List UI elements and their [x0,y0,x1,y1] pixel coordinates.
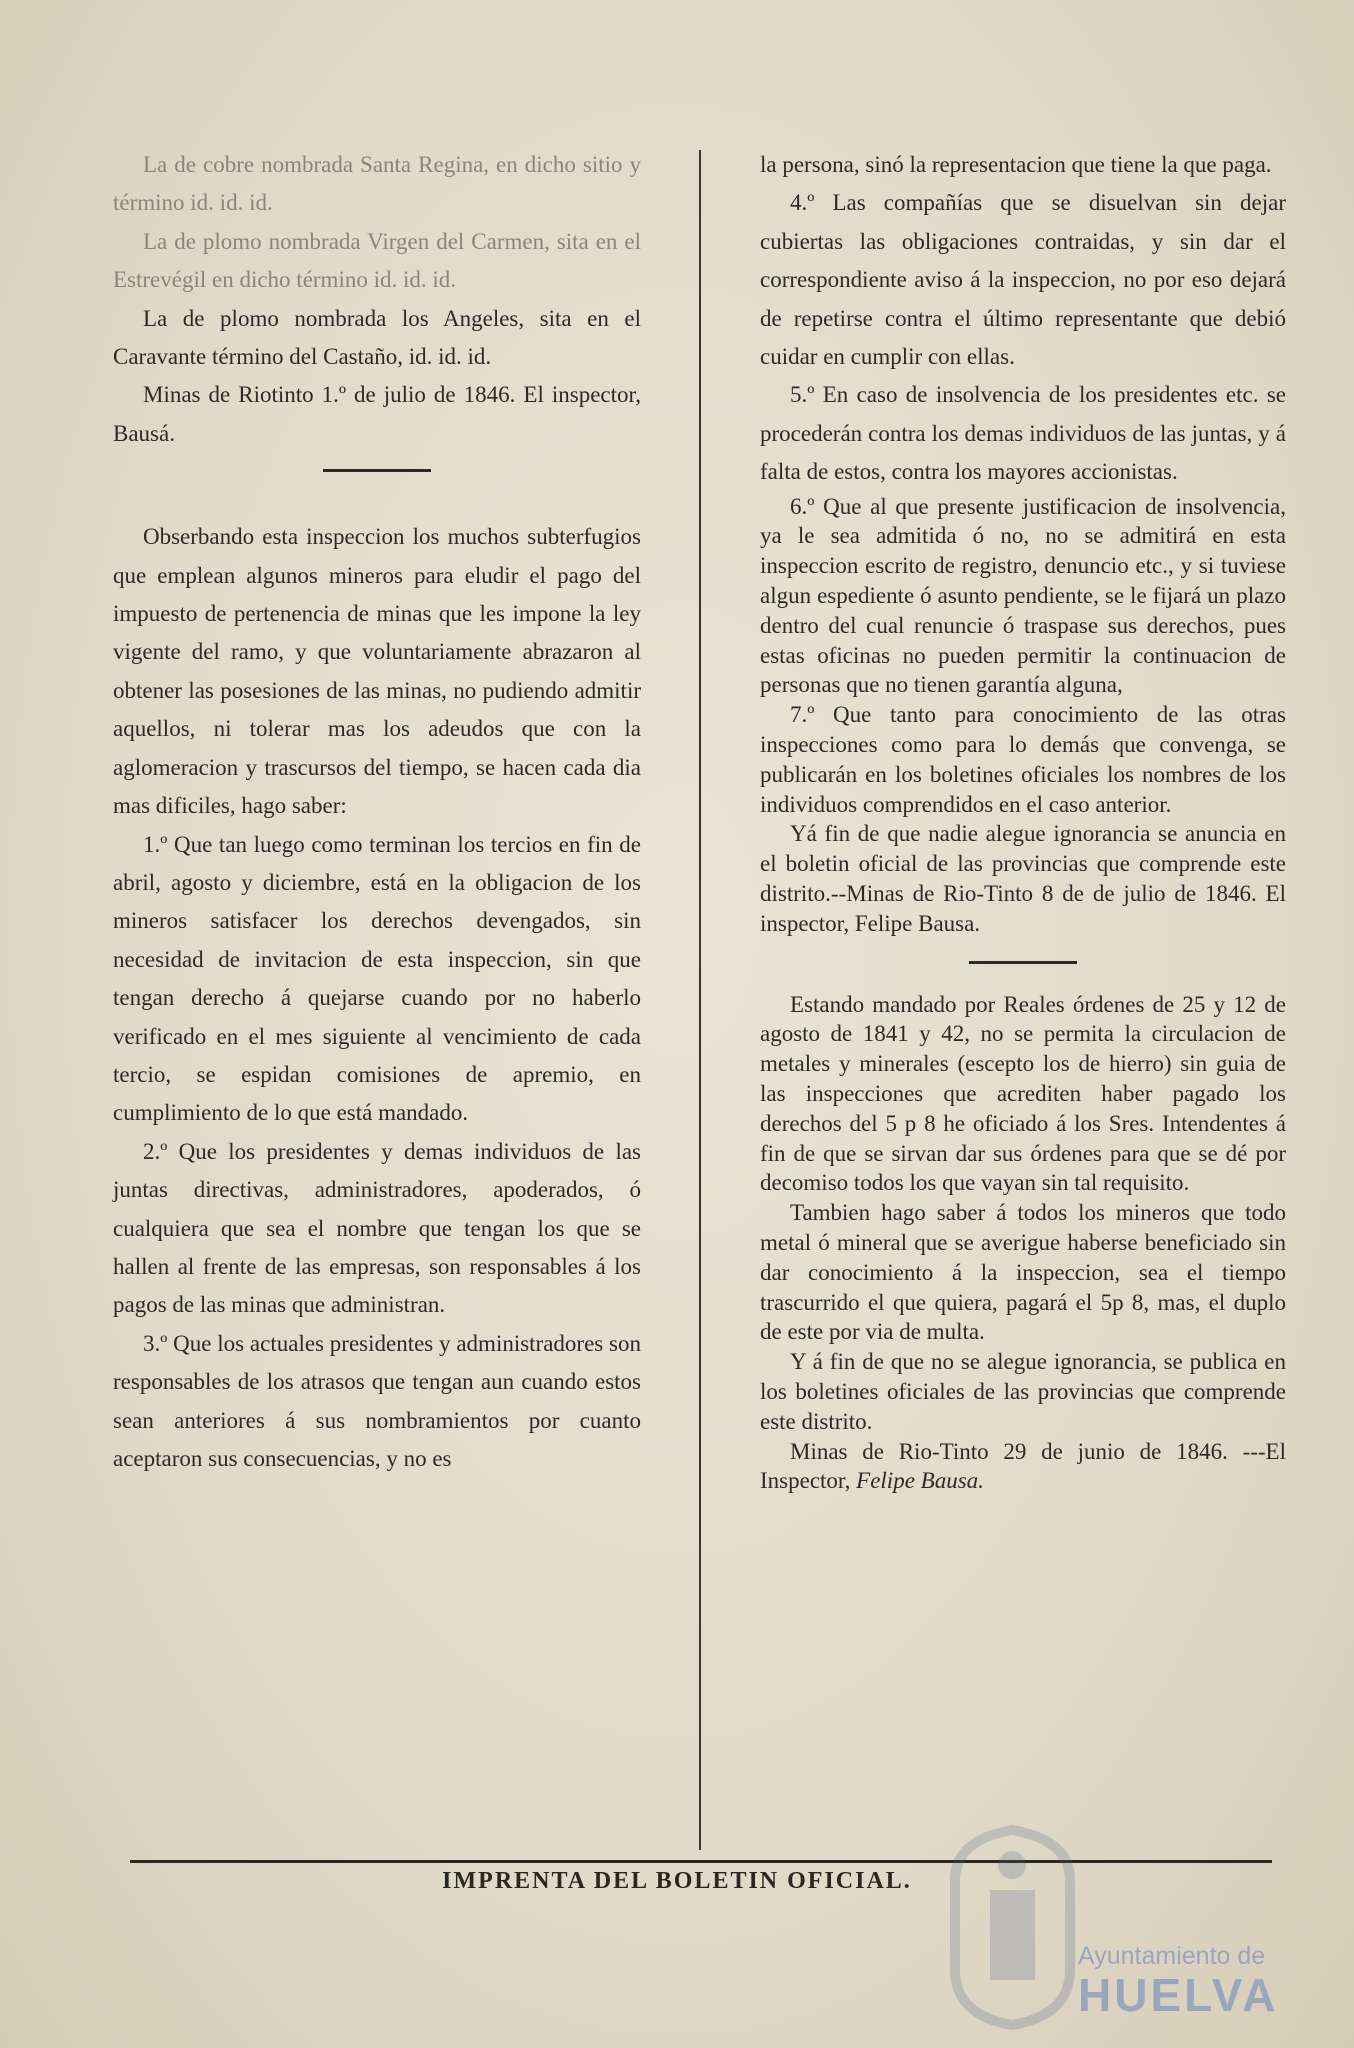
notice-item-3: 3.º Que los actuales presidentes y administradores son responsables de los atrasos que tengan aun cuando estos sean anteriores á sus nombramientos por cuanto aceptaron sus consecuencias, y no es [113,1330,641,1471]
column-separator [699,150,701,1850]
footer-rule [130,1860,1272,1863]
notice2-paragraph-1: Estando mandado por Reales órdenes de 25 y 12 de agosto de 1841 y 42, no se permita la circulacion de metales y minerales (escepto los de hierro) sin guia de las inspecciones que acrediten haber pagado los derechos del 5 p 8 he oficiado á los Sres. Intendentes á fin de que se sirvan dar sus órdenes para que se dé por decomiso todos los que vayan sin tal requisito. [760,991,1286,1196]
notice-item-1: 1.º Que tan luego como terminan los tercios en fin de abril, agosto y diciembre, está en la obligacion de los mineros satisfacer los derechos devengados, sin necesidad de invitacion de esta inspeccion, sin que tengan derecho á quejarse cuando por no haberlo verificado en el mes siguiente al vencimiento de cada tercio, se espidan comisiones de apremio, en cumplimiento de lo que está mandado. [113,831,641,1126]
mine-entry-santa-regina: La de cobre nombrada Santa Regina, en dicho sitio y término id. id. id. [113,152,641,216]
mine-entry-virgen-del-carmen: La de plomo nombrada Virgen del Carmen, sita en el Estrevégil en dicho término id. id. id. [113,228,641,293]
mine-entry-los-angeles: La de plomo nombrada los Angeles, sita en el Caravante término del Castaño, id. id. id. [113,305,641,370]
notice-item-5: 5.º En caso de insolvencia de los presidentes etc. se procederán contra los demas individuos de las juntas, y á falta de estos, contra los mayores accionistas. [760,382,1286,485]
notice-signature: Minas de Riotinto 1.º de julio de 1846. El inspector, Bausá. [113,382,641,446]
notice2-signature-name: Felipe Bausa. [856,1468,984,1494]
notice-item-6: 6.º Que al que presente justificacion de insolvencia, ya le sea admitida ó no, no se admitirá en esta inspeccion escrito de registro, denuncio etc., y si tuviese algun espediente ó asunto pendiente, se le fijará un plazo dentro del cual renuncie ó traspase sus derechos, pues estas oficinas no pueden permitir la continuacion de personas que no tienen garantía alguna, [760,493,1286,698]
archive-watermark [1078,1942,1278,2019]
notice2-paragraph-3: Y á fin de que no se alegue ignorancia, se publica en los boletines oficiales de las provincias que comprende este distrito. [760,1349,1286,1434]
notice2-signature [760,1437,1286,1497]
right-column [760,146,1286,1496]
coat-of-arms-watermark-icon [945,1820,1080,2030]
notice-item-4: 4.º Las compañías que se disuelvan sin dejar cubiertas las obligaciones contraidas, y sin dar el correspondiente aviso á la inspeccion, no por eso dejará de repetirse contra el último representante que debió cuidar en cumplir con ellas. [760,190,1286,370]
notice-item-2: 2.º Que los presidentes y demas individuos de las juntas directivas, administradores, apoderados, ó cualquiera que sea el nombre que tengan los que se hallen al frente de las empresas, son responsables á los pagos de las minas que administran. [113,1138,641,1318]
left-column [113,146,641,1478]
notice-intro-paragraph: Obserbando esta inspeccion los muchos subterfugios que emplean algunos mineros para eludir el pago del impuesto de pertenencia de minas que les impone la ley vigente del ramo, y que voluntariamente abrazaron al obtener las posesiones de las minas, no pudiendo admitir aquellos, ni tolerar mas los adeudos que con la aglomeracion y trascursos del tiempo, se hacen cada dia mas dificiles, hago saber: [113,524,641,819]
notice2-signature-text: Minas de Rio-Tinto 29 de junio de 1846. ---El Inspector, [760,1438,1286,1494]
watermark-line-1: Ayuntamiento de [1078,1942,1266,1970]
continuation-text: la persona, sinó la representacion que tiene la que paga. [760,152,1272,177]
imprint-line: IMPRENTA DEL BOLETIN OFICIAL. [442,1868,912,1894]
notice2-paragraph-2: Tambien hago saber á todos los mineros que todo metal ó mineral que se averigue haberse beneficiado sin dar conocimiento á la inspeccion, sea el tiempo trascurrido el que quiera, pagará el 5p 8, mas, el duplo de este por via de multa. [760,1200,1286,1345]
watermark-line-2: HUELVA [1078,1969,1279,2021]
notice-closing: Yá fin de que nadie alegue ignorancia se anuncia en el boletin oficial de las provincias que comprende este distrito.--Minas de Rio-Tinto 8 de de julio de 1846. El inspector, Felipe Bausa. [760,821,1286,936]
notice-item-7: 7.º Que tanto para conocimiento de las otras inspecciones como para lo demás que convenga, se publicarán en los boletines oficiales los nombres de los individuos comprendidos en el caso anterior. [760,702,1286,817]
